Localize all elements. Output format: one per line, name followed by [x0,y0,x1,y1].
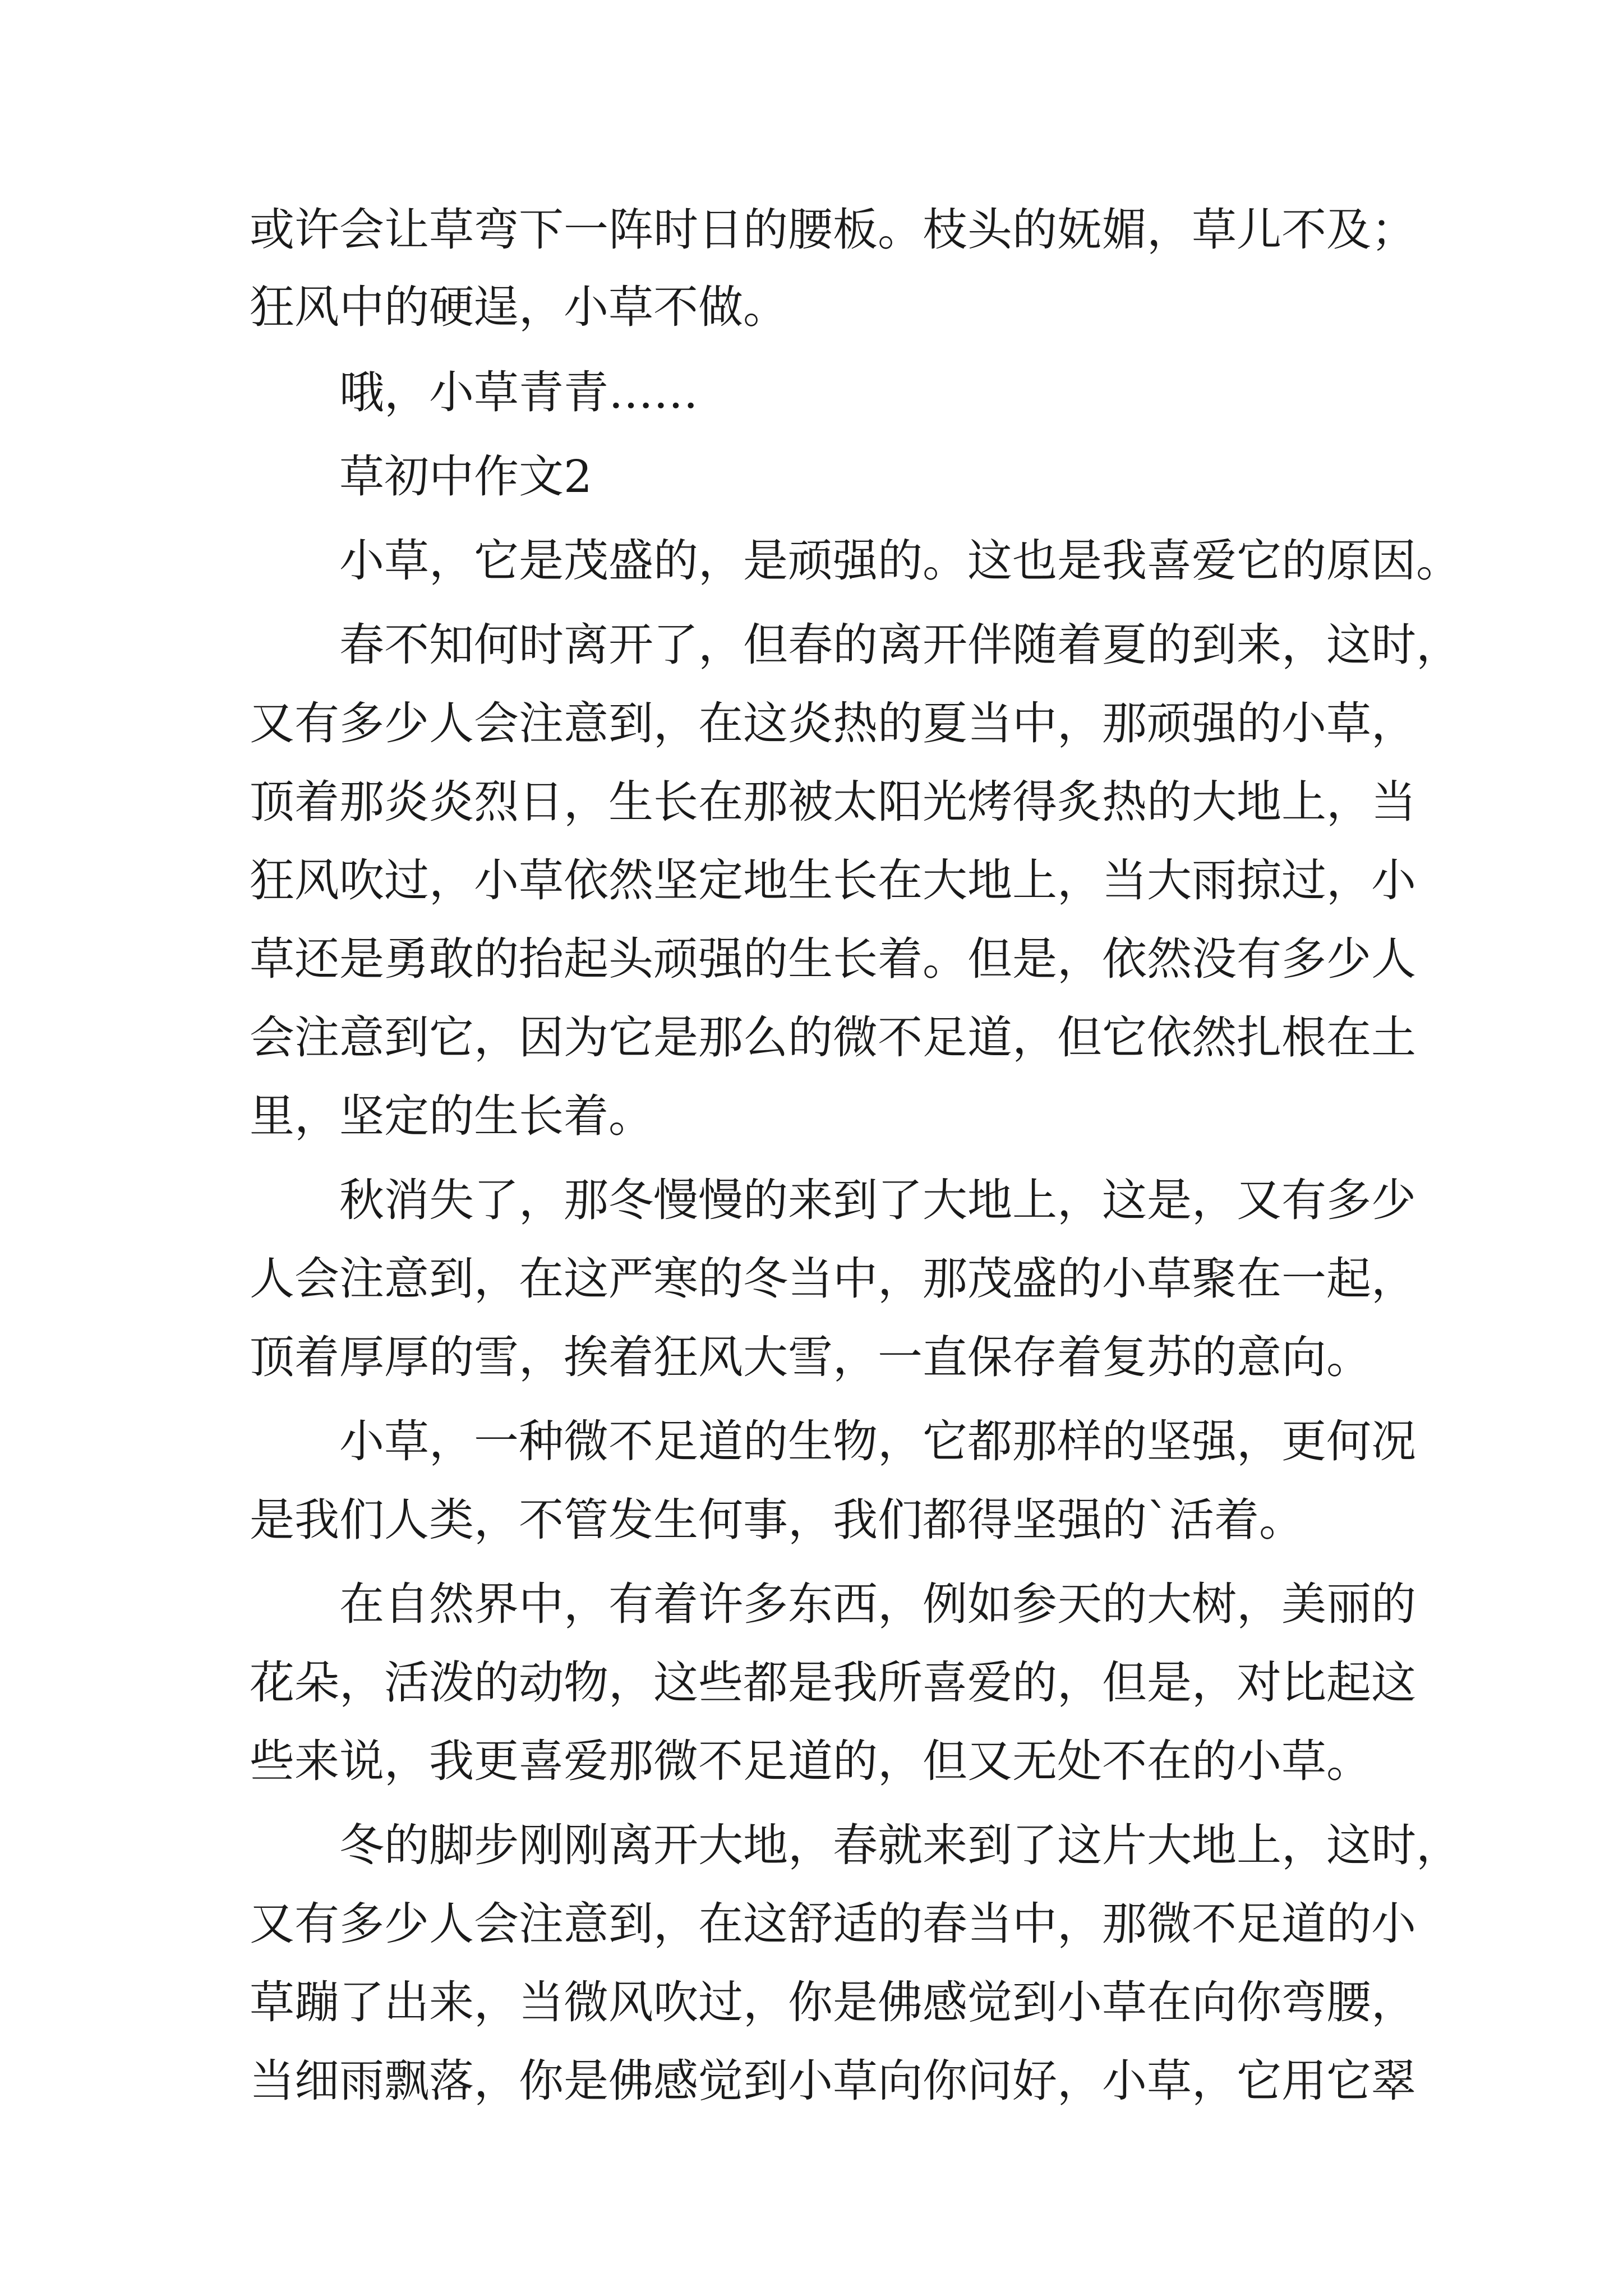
text-line-13: 秋消失了，那冬慢慢的来到了大地上，这是，又有多少 [339,1174,1416,1226]
text-line-24: 当细雨飘落，你是佛感觉到小草向你问好，小草，它用它翠 [250,2055,1416,2107]
text-line-15: 顶着厚厚的雪，挨着狂风大雪，一直保存着复苏的意向。 [250,1331,1371,1383]
text-line-20: 些来说，我更喜爱那微不足道的，但又无处不在的小草。 [250,1735,1371,1787]
text-line-18: 在自然界中，有着许多东西，例如参天的大树，美丽的 [339,1578,1416,1630]
essay-title: 草初中作文2 [339,450,592,503]
text-line-9: 狂风吹过，小草依然坚定地生长在大地上，当大雨掠过，小 [250,854,1416,907]
text-line-3: 哦，小草青青…… [339,366,698,418]
text-line-14: 人会注意到，在这严寒的冬当中，那茂盛的小草聚在一起， [250,1253,1416,1305]
text-line-11: 会注意到它，因为它是那么的微不足道，但它依然扎根在土 [250,1011,1416,1064]
text-line-17: 是我们人类，不管发生何事，我们都得坚强的`活着。 [250,1494,1304,1546]
text-line-19: 花朵，活泼的动物，这些都是我所喜爱的，但是，对比起这 [250,1657,1416,1709]
text-line-21: 冬的脚步刚刚离开大地，春就来到了这片大地上，这时， [339,1819,1461,1871]
text-line-1: 或许会让草弯下一阵时日的腰板。枝头的妩媚，草儿不及； [250,204,1416,256]
text-line-22: 又有多少人会注意到，在这舒适的春当中，那微不足道的小 [250,1898,1416,1950]
text-line-7: 又有多少人会注意到，在这炎热的夏当中，那顽强的小草， [250,697,1416,749]
text-line-8: 顶着那炎炎烈日，生长在那被太阳光烤得炙热的大地上，当 [250,776,1416,828]
text-line-5: 小草，它是茂盛的，是顽强的。这也是我喜爱它的原因。 [339,535,1461,587]
text-line-16: 小草，一种微不足道的生物，它都那样的坚强，更何况 [339,1415,1416,1467]
text-line-10: 草还是勇敢的抬起头顽强的生长着。但是，依然没有多少人 [250,933,1416,985]
text-line-12: 里，坚定的生长着。 [250,1090,653,1142]
text-line-23: 草蹦了出来，当微风吹过，你是佛感觉到小草在向你弯腰， [250,1976,1416,2028]
text-line-2: 狂风中的硬逞，小草不做。 [250,281,788,333]
text-line-6: 春不知何时离开了，但春的离开伴随着夏的到来，这时， [339,619,1461,671]
